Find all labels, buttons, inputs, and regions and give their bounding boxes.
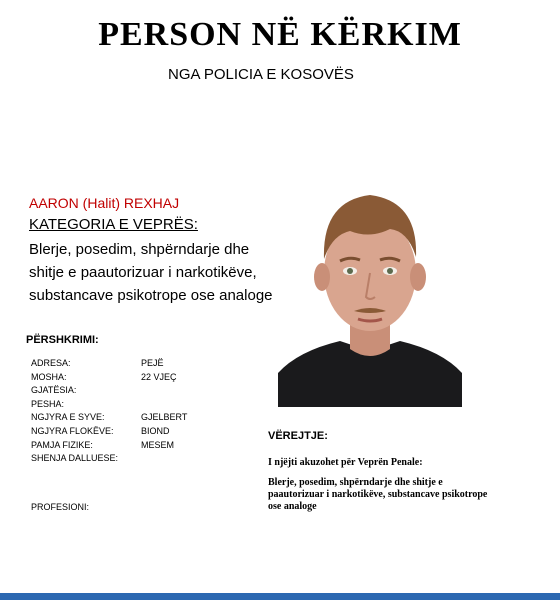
detail-value — [141, 452, 187, 466]
page-subtitle: NGA POLICIA E KOSOVËS — [168, 66, 354, 83]
profession-label: PROFESIONI: — [31, 502, 90, 512]
bottom-bar — [0, 593, 560, 600]
detail-value: 22 VJEÇ — [141, 371, 177, 382]
remarks-label: VËREJTJE: — [268, 430, 328, 442]
detail-row-eye-color — [31, 411, 187, 425]
detail-row-appearance — [31, 439, 187, 453]
detail-value: BIOND — [141, 425, 170, 436]
detail-row-marks — [31, 452, 187, 466]
detail-value: GJELBERT — [141, 412, 188, 423]
person-name: AARON (Halit) REXHAJ — [29, 195, 180, 211]
description-label: PËRSHKRIMI: — [26, 334, 99, 346]
detail-key: ADRESA: — [31, 358, 71, 368]
detail-key: NGJYRA FLOKËVE: — [31, 425, 114, 436]
detail-row-height — [31, 384, 187, 398]
detail-key: PESHA: — [31, 398, 65, 409]
detail-row-age — [31, 371, 187, 385]
remarks-charge-intro: I njëjti akuzohet për Veprën Penale: — [268, 457, 423, 468]
remarks-charge-text: Blerje, posedim, shpërndarje dhe shitje e paautorizuar i narkotikëve, substancave psikotrope ose analoge — [268, 477, 488, 512]
detail-key: PAMJA FIZIKE: — [31, 439, 93, 450]
category-value: Blerje, posedim, shpërndarje dhe shitje e paautorizuar i narkotikëve, substancave psikotrope ose analoge — [29, 241, 273, 304]
detail-value — [141, 398, 187, 412]
person-photo-icon — [278, 173, 462, 407]
detail-key: MOSHA: — [31, 371, 67, 382]
detail-value: MESEM — [141, 439, 175, 450]
page-title: PERSON NË KËRKIM — [98, 16, 462, 53]
category-label: KATEGORIA E VEPRËS: — [29, 216, 198, 233]
detail-row-hair-color — [31, 425, 187, 439]
detail-key: GJATËSIA: — [31, 385, 77, 396]
detail-key: SHENJA DALLUESE: — [31, 453, 119, 464]
detail-value — [141, 384, 187, 398]
detail-row-address — [31, 357, 187, 371]
description-table — [31, 357, 187, 466]
suspect-photo — [278, 173, 462, 407]
detail-key: NGJYRA E SYVE: — [31, 412, 105, 423]
detail-value: PEJË — [141, 358, 164, 368]
police-emblem-icon — [236, 0, 286, 10]
detail-row-weight — [31, 398, 187, 412]
